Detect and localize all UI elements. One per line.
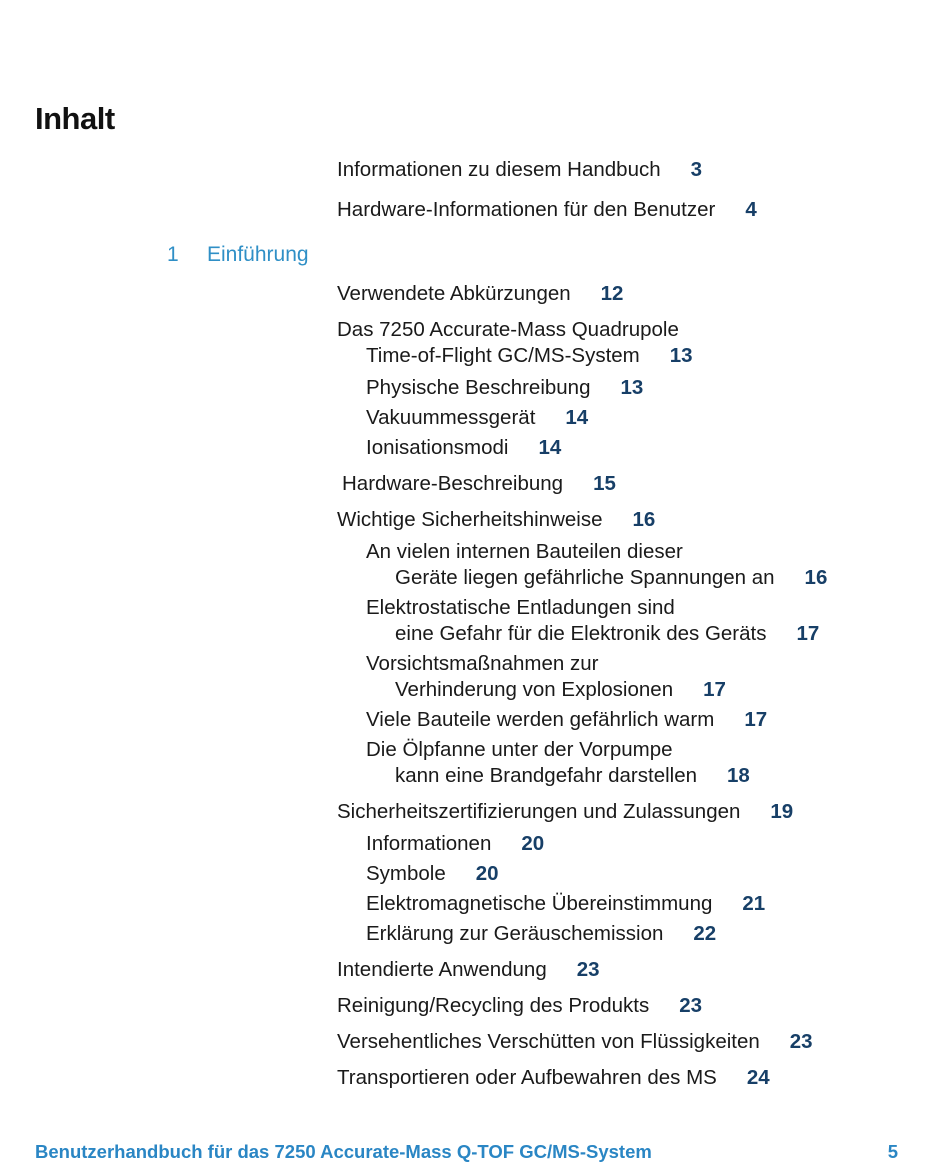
toc-entry-page: 20 <box>475 862 499 885</box>
toc-entry[interactable] <box>337 957 600 983</box>
toc-entry[interactable] <box>337 157 702 183</box>
toc-entry-title: Erklärung zur Geräuschemission <box>366 922 664 945</box>
toc-entry[interactable] <box>337 1029 813 1055</box>
toc-entry-page: 23 <box>576 958 600 981</box>
toc-entry-title: Vakuummessgerät <box>366 406 536 429</box>
toc-entry[interactable] <box>366 861 499 887</box>
toc-entry-page: 24 <box>746 1066 770 1089</box>
toc-entry-page: 19 <box>770 800 794 823</box>
chapter-number: 1 <box>167 243 179 266</box>
toc-entry-page: 13 <box>620 376 644 399</box>
footer-document-title: Benutzerhandbuch für das 7250 Accurate-Mass Q-TOF GC/MS-System <box>35 1141 652 1162</box>
toc-entry[interactable] <box>337 799 793 825</box>
toc-entry-title: Symbole <box>366 862 446 885</box>
toc-entry[interactable] <box>366 651 726 703</box>
toc-entry-title-continued: Time-of-Flight GC/MS-System <box>366 344 640 367</box>
toc-entry[interactable] <box>366 737 750 789</box>
toc-entry-page: 20 <box>521 832 545 855</box>
toc-entry-page: 22 <box>693 922 717 945</box>
toc-entry-page: 3 <box>690 158 703 181</box>
toc-entry-title-continued: Geräte liegen gefährliche Spannungen an <box>395 566 775 589</box>
toc-entry-page: 12 <box>600 282 624 305</box>
toc-entry-title: Das 7250 Accurate-Mass Quadrupole <box>337 318 679 341</box>
toc-entry-title: Intendierte Anwendung <box>337 958 547 981</box>
toc-entry-page: 4 <box>745 198 757 221</box>
toc-entry-title: Reinigung/Recycling des Produkts <box>337 994 650 1017</box>
toc-entry-page: 14 <box>538 436 562 459</box>
toc-entry[interactable] <box>337 507 655 533</box>
page-title: Inhalt <box>35 101 115 136</box>
toc-entry-title: Elektromagnetische Übereinstimmung <box>366 892 713 915</box>
toc-entry-page: 23 <box>679 994 703 1017</box>
toc-entry[interactable] <box>337 197 757 223</box>
toc-entry-title: Versehentliches Verschütten von Flüssigkeiten <box>337 1030 760 1053</box>
toc-entry[interactable] <box>366 921 716 947</box>
toc-entry-title: Wichtige Sicherheitshinweise <box>337 508 603 531</box>
toc-entry-page: 21 <box>742 892 766 915</box>
toc-entry[interactable] <box>366 707 767 733</box>
toc-entry[interactable] <box>366 595 819 647</box>
footer-page-number: 5 <box>887 1141 898 1162</box>
toc-entry[interactable] <box>366 539 827 591</box>
chapter-title[interactable]: Einführung <box>207 243 309 266</box>
toc-entry-title: Verwendete Abkürzungen <box>337 282 571 305</box>
toc-entry-title: Informationen zu diesem Handbuch <box>337 158 661 181</box>
toc-entry-title: Hardware-Beschreibung <box>342 472 564 495</box>
toc-entry[interactable] <box>366 435 561 461</box>
toc-entry-page: 18 <box>727 764 750 787</box>
toc-entry[interactable] <box>337 993 702 1019</box>
toc-entry-title: Viele Bauteile werden gefährlich warm <box>366 708 715 731</box>
toc-entry[interactable] <box>342 471 616 497</box>
toc-entry[interactable] <box>366 405 588 431</box>
toc-entry[interactable] <box>337 1065 770 1091</box>
toc-entry-title: Ionisationsmodi <box>366 436 509 459</box>
toc-entry[interactable] <box>337 317 693 369</box>
toc-entry-page: 16 <box>632 508 656 531</box>
toc-entry-title-continued: kann eine Brandgefahr darstellen <box>395 764 698 787</box>
toc-entry-page: 23 <box>789 1030 813 1053</box>
toc-entry[interactable] <box>337 281 623 307</box>
toc-entry-title: Vorsichtsmaßnahmen zur <box>366 652 599 675</box>
toc-entry-title: Transportieren oder Aufbewahren des MS <box>337 1066 717 1089</box>
toc-entry-title-continued: eine Gefahr für die Elektronik des Geräts <box>395 622 767 645</box>
toc-entry[interactable] <box>366 891 765 917</box>
toc-entry-page: 15 <box>593 472 616 495</box>
toc-entry-title: Informationen <box>366 832 492 855</box>
toc-entry-title: An vielen internen Bauteilen dieser <box>366 540 683 563</box>
toc-entry-title: Elektrostatische Entladungen sind <box>366 596 675 619</box>
toc-entry-title: Die Ölpfanne unter der Vorpumpe <box>366 738 673 761</box>
toc-entry-title: Sicherheitszertifizierungen und Zulassungen <box>337 800 741 823</box>
toc-entry-title: Physische Beschreibung <box>366 376 591 399</box>
toc-entry-page: 16 <box>804 566 828 589</box>
toc-entry-page: 17 <box>796 622 820 645</box>
toc-entry[interactable] <box>366 375 643 401</box>
toc-entry-page: 13 <box>669 344 693 367</box>
toc-entry-page: 17 <box>744 708 768 731</box>
toc-entry-title: Hardware-Informationen für den Benutzer <box>337 198 716 221</box>
toc-entry-page: 14 <box>565 406 589 429</box>
toc-entry-title-continued: Verhinderung von Explosionen <box>395 678 674 701</box>
toc-entry[interactable] <box>366 831 544 857</box>
toc-entry-page: 17 <box>703 678 726 701</box>
